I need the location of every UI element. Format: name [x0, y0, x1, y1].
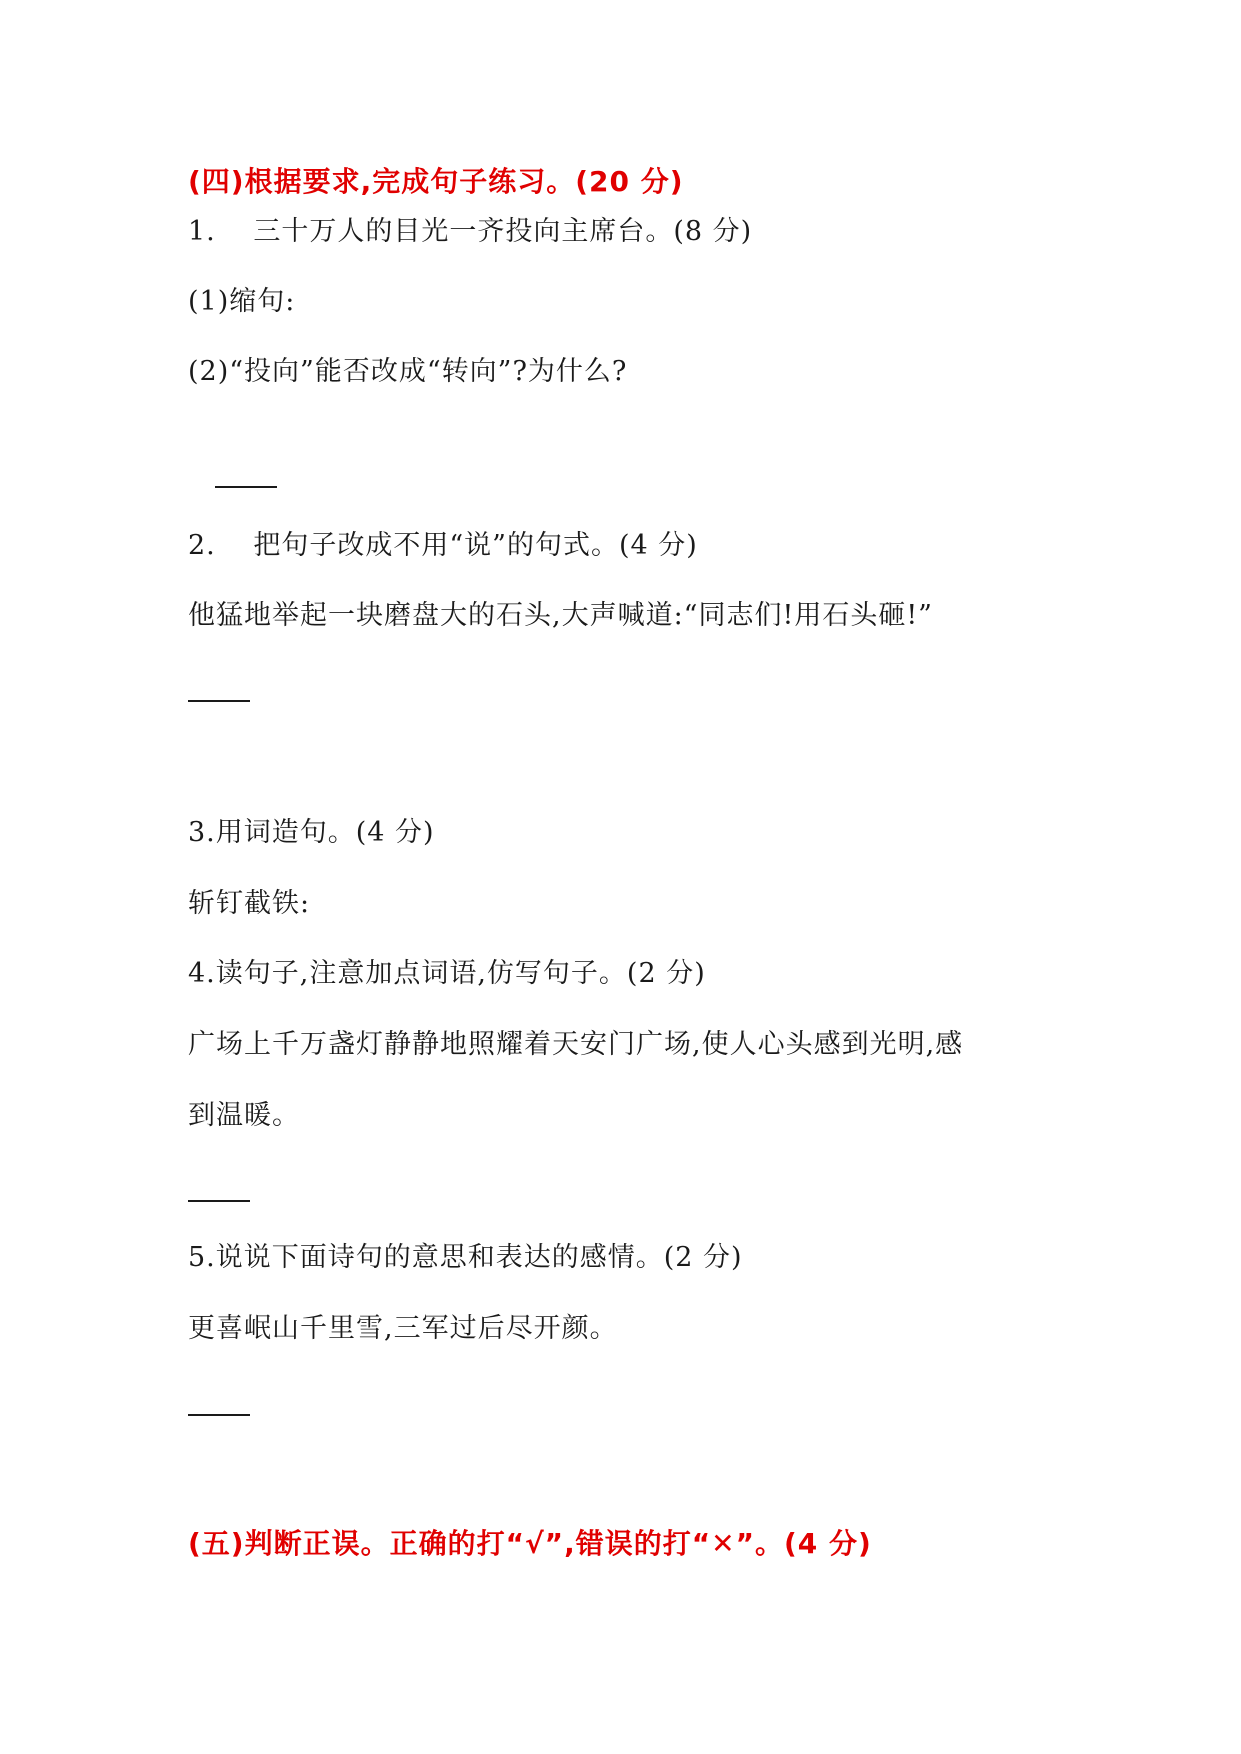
- q2-sentence: 他猛地举起一块磨盘大的石头,大声喊道:“同志们!用石头砸!”: [188, 600, 933, 631]
- q4-stem: 4.读句子,注意加点词语,仿写句子。(2 分): [188, 958, 706, 989]
- section4-heading: (四)根据要求,完成句子练习。(20 分): [188, 165, 684, 198]
- q4-answer-blank[interactable]: [188, 1200, 250, 1202]
- q1-sub1: (1)缩句:: [188, 286, 296, 317]
- q4-sentence-line1: 广场上千万盏灯静静地照耀着天安门广场,使人心头感到光明,感: [188, 1029, 964, 1060]
- q5-stem: 5.说说下面诗句的意思和表达的感情。(2 分): [188, 1242, 743, 1273]
- q2-answer-blank[interactable]: [188, 700, 250, 702]
- q1-sub2: (2)“投向”能否改成“转向”?为什么?: [188, 356, 628, 387]
- q1-stem: 1. 三十万人的目光一齐投向主席台。(8 分): [188, 216, 753, 247]
- q5-poem: 更喜岷山千里雪,三军过后尽开颜。: [188, 1313, 618, 1344]
- q3-stem: 3.用词造句。(4 分): [188, 817, 435, 848]
- q1-answer-blank[interactable]: [215, 486, 277, 488]
- q2-stem: 2. 把句子改成不用“说”的句式。(4 分): [188, 530, 698, 561]
- q5-answer-blank[interactable]: [188, 1414, 250, 1416]
- section5-heading: (五)判断正误。正确的打“√”,错误的打“✕”。(4 分): [188, 1527, 872, 1560]
- q4-sentence-line2: 到温暖。: [188, 1100, 300, 1131]
- q3-word: 斩钉截铁:: [188, 888, 311, 919]
